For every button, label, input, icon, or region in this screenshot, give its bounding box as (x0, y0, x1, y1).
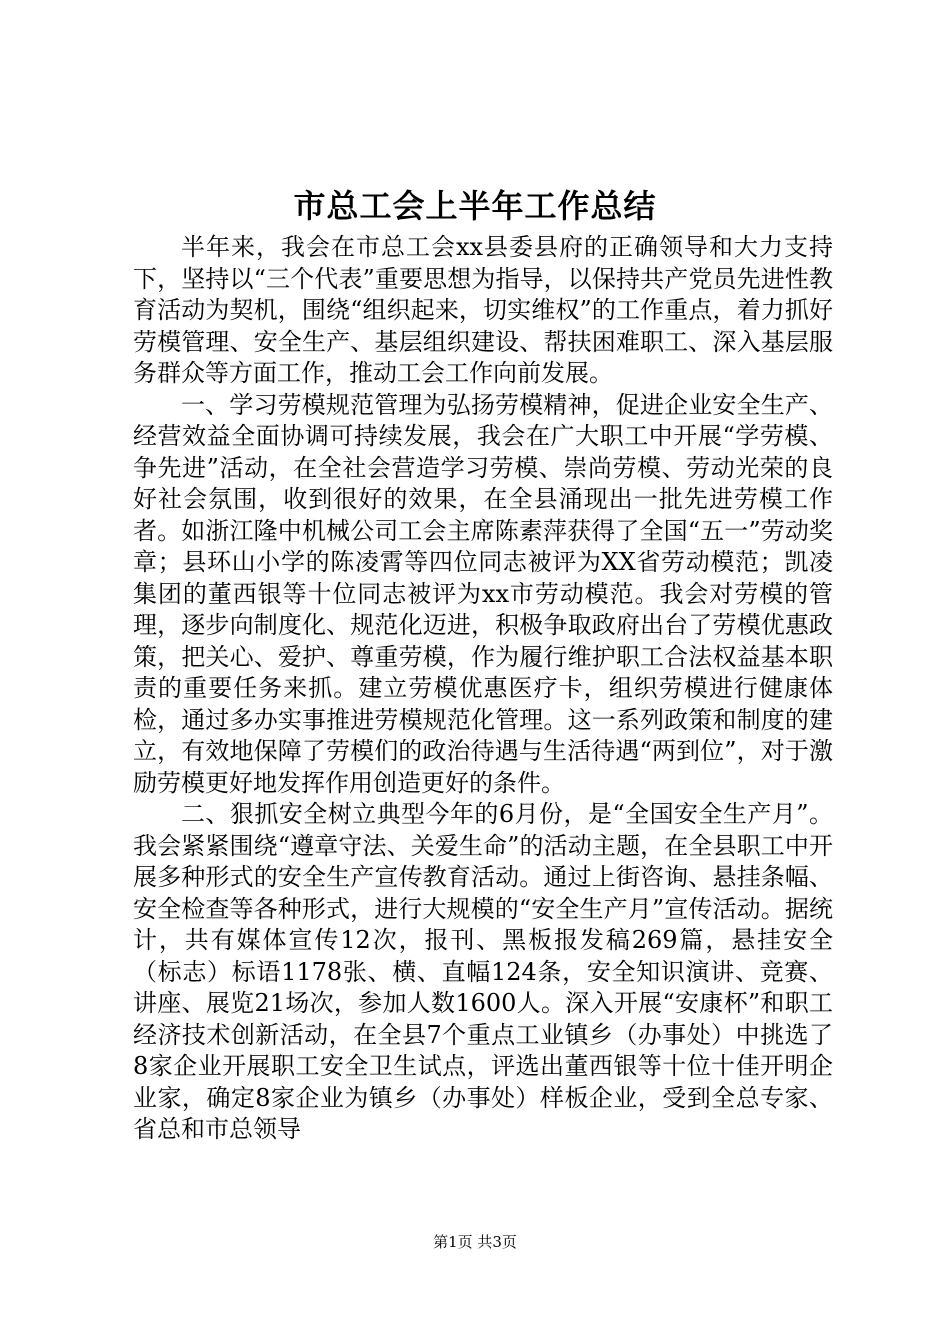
paragraph-intro: 半年来，我会在市总工会xx县委县府的正确领导和大力支持下，坚持以“三个代表”重要思想为指导，以保持共产党员先进性教育活动为契机，围绕“组织起来，切实维权”的工作重点，着力抓好劳模管理、安全生产、基层组织建设、帮扶困难职工、深入基层服务群众等方面工作，推动工会工作向前发展。 (133, 233, 833, 387)
document-title: 市总工会上半年工作总结 (293, 187, 657, 225)
paragraph-section-1: 一、学习劳模规范管理为弘扬劳模精神，促进企业安全生产、经营效益全面协调可持续发展，我会在广大职工中开展“学劳模、争先进”活动，在全社会营造学习劳模、崇尚劳模、劳动光荣的良好社会氛围，收到很好的效果，在全县涌现出一批先进劳模工作者。如浙江隆中机械公司工会主席陈素萍获得了全国“五一”劳动奖章；县环山小学的陈凌霄等四位同志被评为XX省劳动模范；凯凌集团的董西银等十位同志被评为xx市劳动模范。我会对劳模的管理，逐步向制度化、规范化迈进，积极争取政府出台了劳模优惠政策，把关心、爱护、尊重劳模，作为履行维护职工合法权益基本职责的重要任务来抓。建立劳模优惠医疗卡，组织劳模进行健康体检，通过多办实事推进劳模规范化管理。这一系列政策和制度的建立，有效地保障了劳模们的政治待遇与生活待遇“两到位”，对于激励劳模更好地发挥作用创造更好的条件。 (133, 390, 833, 797)
page-number: 第1页 共3页 (433, 1233, 517, 1251)
document-body (133, 232, 833, 1146)
paragraph-section-2: 二、狠抓安全树立典型今年的6月份，是“全国安全生产月”。我会紧紧围绕“遵章守法、关爱生命”的活动主题，在全县职工中开展多种形式的安全生产宣传教育活动。通过上街咨询、悬挂条幅、安全检查等各种形式，进行大规模的“安全生产月”宣传活动。据统计，共有媒体宣传12次，报刊、黑板报发稿269篇，悬挂安全（标志）标语1178张、横、直幅124条，安全知识演讲、竞赛、讲座、展览21场次，参加人数1600人。深入开展“安康杯”和职工经济技术创新活动，在全县7个重点工业镇乡（办事处）中挑选了8家企业开展职工安全卫生试点，评选出董西银等十位十佳开明企业家，确定8家企业为镇乡（办事处）样板企业，受到全总专家、省总和市总领导 (133, 800, 833, 1143)
